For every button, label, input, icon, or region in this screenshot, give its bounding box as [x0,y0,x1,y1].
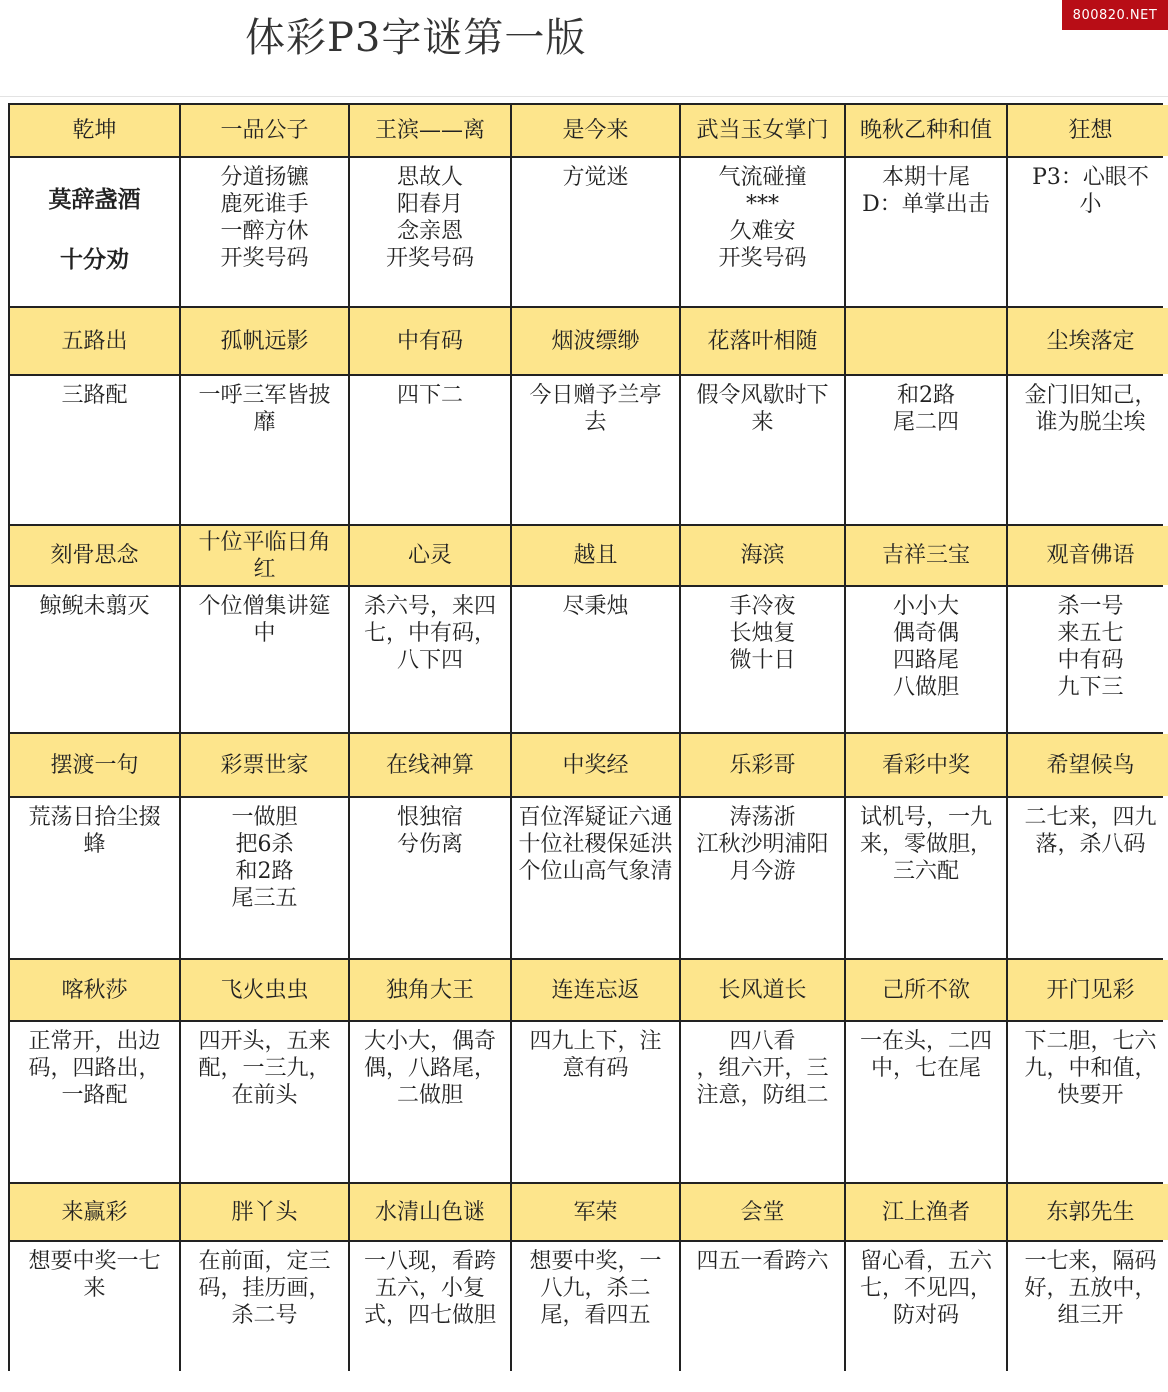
table-header-cell: 武当玉女掌门 [681,105,844,156]
table-content-cell: 小小大 偶奇偶 四路尾 八做胆 [846,587,1006,732]
table-header-cell: 独角大王 [350,960,510,1020]
table-content-cell: 涛荡浙 江秋沙明浦阳 月今游 [681,798,844,958]
table-header-cell: 会堂 [681,1184,844,1240]
table-content-cell: 四八看 ，组六开，三 注意，防组二 [681,1022,844,1182]
table-header-cell: 开门见彩 [1008,960,1168,1020]
table-header-cell: 烟波缥缈 [512,308,679,374]
table-content-cell: 一八现，看跨 五六，小复 式，四七做胆 [350,1242,510,1392]
table-content-cell: 四下二 [350,376,510,524]
table-header-cell: 观音佛语 [1008,526,1168,585]
table-header-cell: 晚秋乙种和值 [846,105,1006,156]
table-content-cell: 想要中奖一七 来 [10,1242,179,1392]
table-header-cell: 东郭先生 [1008,1184,1168,1240]
table-header-cell: 是今来 [512,105,679,156]
table-content-cell: 和2路 尾二四 [846,376,1006,524]
riddle-table [8,103,1163,1371]
table-header-cell: 五路出 [10,308,179,374]
table-header-cell: 长风道长 [681,960,844,1020]
table-content-cell: 尽秉烛 [512,587,679,732]
table-content-cell: 假令风歇时下 来 [681,376,844,524]
table-header-cell: 水清山色谜 [350,1184,510,1240]
table-content-cell: 四九上下，注 意有码 [512,1022,679,1182]
table-header-cell: 江上渔者 [846,1184,1006,1240]
table-header-cell [846,308,1006,374]
table-header-cell: 看彩中奖 [846,734,1006,796]
table-content-cell: 四开头，五来 配，一三九， 在前头 [181,1022,348,1182]
table-header-cell: 连连忘返 [512,960,679,1020]
table-header-cell: 花落叶相随 [681,308,844,374]
table-header-cell: 来赢彩 [10,1184,179,1240]
table-content-cell: 分道扬镳 鹿死谁手 一醉方休 开奖号码 [181,158,348,306]
title-divider [0,96,1168,97]
table-content-cell: 下二胆，七六 九，中和值， 快要开 [1008,1022,1168,1182]
table-content-cell: 一在头，二四 中，七在尾 [846,1022,1006,1182]
table-content-cell: 手冷夜 长烛复 微十日 [681,587,844,732]
table-content-cell: 恨独宿 兮伤离 [350,798,510,958]
table-content-cell: 正常开，出边 码，四路出， 一路配 [10,1022,179,1182]
table-header-cell: 吉祥三宝 [846,526,1006,585]
page-title: 体彩P3字谜第一版 [245,15,587,61]
table-header-cell: 狂想 [1008,105,1168,156]
table-content-cell: 气流碰撞 *** 久难安 开奖号码 [681,158,844,306]
table-header-cell: 胖丫头 [181,1184,348,1240]
table-content-cell: 一做胆 把6杀 和2路 尾三五 [181,798,348,958]
table-content-cell: 四五一看跨六 [681,1242,844,1392]
table-content-cell: P3：心眼不 小 [1008,158,1168,306]
table-header-cell: 己所不欲 [846,960,1006,1020]
footer-note [0,1374,120,1382]
table-content-cell: 鲸鲵未翦灭 [10,587,179,732]
table-content-cell: 本期十尾 D：单掌出击 [846,158,1006,306]
table-content-cell: 方觉迷 [512,158,679,306]
table-header-cell: 刻骨思念 [10,526,179,585]
table-header-cell: 飞火虫虫 [181,960,348,1020]
table-header-cell: 希望候鸟 [1008,734,1168,796]
table-content-cell: 在前面，定三 码，挂历画， 杀二号 [181,1242,348,1392]
table-content-cell: 莫辞盏酒 十分劝 [10,158,179,306]
table-header-cell: 王滨——离 [350,105,510,156]
table-header-cell: 军荣 [512,1184,679,1240]
table-content-cell: 今日赠予兰亭 去 [512,376,679,524]
table-content-cell: 想要中奖，一 八九，杀二 尾，看四五 [512,1242,679,1392]
table-content-cell: 大小大，偶奇 偶，八路尾， 二做胆 [350,1022,510,1182]
table-header-cell: 在线神算 [350,734,510,796]
table-content-cell: 思故人 阳春月 念亲恩 开奖号码 [350,158,510,306]
table-header-cell: 乐彩哥 [681,734,844,796]
table-content-cell: 杀一号 来五七 中有码 九下三 [1008,587,1168,732]
table-header-cell: 越且 [512,526,679,585]
table-content-cell: 一七来，隔码 好，五放中， 组三开 [1008,1242,1168,1392]
table-header-cell: 喀秋莎 [10,960,179,1020]
table-header-cell: 尘埃落定 [1008,308,1168,374]
table-content-cell: 二七来，四九 落，杀八码 [1008,798,1168,958]
table-content-cell: 金门旧知己， 谁为脱尘埃 [1008,376,1168,524]
table-content-cell: 个位僧集讲筵 中 [181,587,348,732]
table-header-cell: 乾坤 [10,105,179,156]
table-header-cell: 十位平临日角 红 [181,526,348,585]
table-header-cell: 孤帆远影 [181,308,348,374]
table-content-cell: 一呼三军皆披 靡 [181,376,348,524]
table-header-cell: 摆渡一句 [10,734,179,796]
table-content-cell: 留心看，五六 七，不见四， 防对码 [846,1242,1006,1392]
table-header-cell: 海滨 [681,526,844,585]
table-content-cell: 三路配 [10,376,179,524]
table-content-cell: 试机号，一九 来，零做胆， 三六配 [846,798,1006,958]
table-header-cell: 一品公子 [181,105,348,156]
table-header-cell: 心灵 [350,526,510,585]
table-content-cell: 荒荡日拾尘掇 蜂 [10,798,179,958]
table-header-cell: 中奖经 [512,734,679,796]
table-header-cell: 中有码 [350,308,510,374]
table-header-cell: 彩票世家 [181,734,348,796]
table-content-cell: 百位浑疑证六通 十位社稷保延洪 个位山高气象清 [512,798,679,958]
table-content-cell: 杀六号，来四 七，中有码， 八下四 [350,587,510,732]
watermark-badge: 800820.NET [1062,0,1168,30]
